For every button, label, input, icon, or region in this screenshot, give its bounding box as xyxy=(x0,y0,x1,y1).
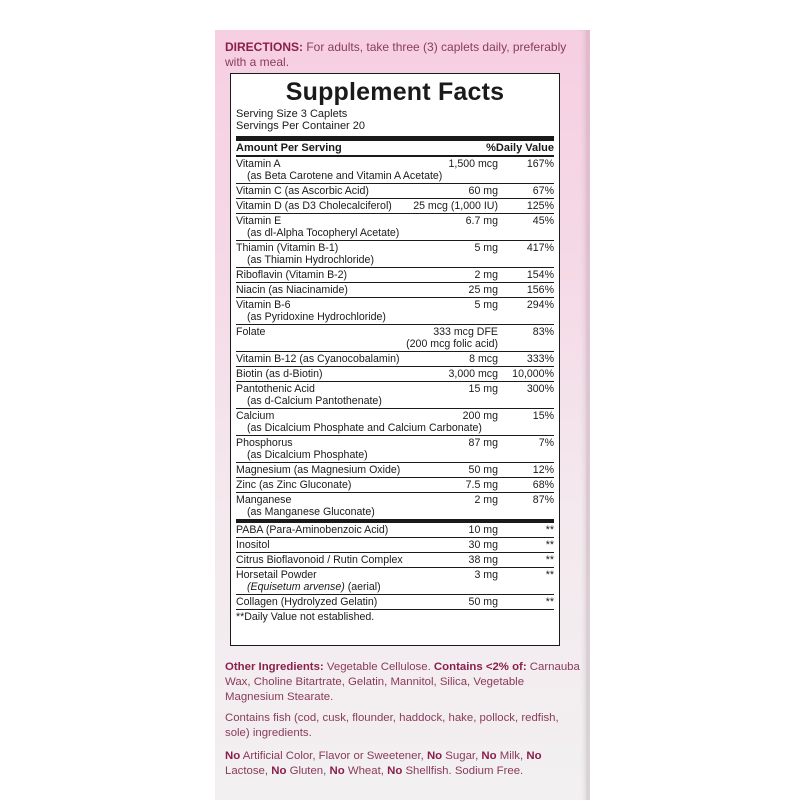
amount-per-serving-header: Amount Per Serving xyxy=(236,142,342,154)
nutrient-amount: 3 mg xyxy=(474,569,498,581)
nutrient-source: (as Manganese Gluconate) xyxy=(247,506,375,518)
nutrient-amount: 50 mg xyxy=(468,464,498,476)
nutrient-amount: 25 mcg (1,000 IU) xyxy=(413,200,498,212)
nutrient-name: Biotin (as d-Biotin) xyxy=(236,368,323,380)
nutrient-amount: 200 mg xyxy=(462,410,498,422)
nutrient-amount: 5 mg xyxy=(474,299,498,311)
nutrient-amount: 60 mg xyxy=(468,185,498,197)
footnote: **Daily Value not established. xyxy=(236,611,375,623)
nutrient-name: Vitamin E xyxy=(236,215,282,227)
nutrient-name: Inositol xyxy=(236,539,270,551)
nutrient-row xyxy=(236,325,554,352)
nutrient-name: Vitamin B-6 xyxy=(236,299,291,311)
nutrient-name: Zinc (as Zinc Gluconate) xyxy=(236,479,352,491)
free-from-item: Artificial Color, Flavor or Sweetener, xyxy=(240,750,427,762)
nutrient-row xyxy=(236,157,554,184)
free-from-item: Shellfish. Sodium Free. xyxy=(402,765,524,777)
serving-size: Serving Size 3 Caplets xyxy=(236,108,348,120)
nutrient-row xyxy=(236,463,554,478)
package-edge xyxy=(586,30,590,800)
nutrient-daily-value: 87% xyxy=(532,494,554,506)
nutrient-row xyxy=(236,268,554,283)
nutrient-daily-value: ** xyxy=(545,524,554,536)
other-ingredients-block xyxy=(225,660,585,785)
nutrient-name: Vitamin B-12 (as Cyanocobalamin) xyxy=(236,353,400,365)
directions-text xyxy=(225,40,580,70)
nutrient-name: Niacin (as Niacinamide) xyxy=(236,284,348,296)
nutrient-daily-value: 68% xyxy=(532,479,554,491)
free-from-item: Wheat, xyxy=(344,765,388,777)
nutrient-amount: 7.5 mg xyxy=(465,479,498,491)
nutrient-row xyxy=(236,199,554,214)
nutrient-daily-value: 7% xyxy=(538,437,554,449)
nutrient-row xyxy=(236,214,554,241)
nutrient-amount: 15 mg xyxy=(468,383,498,395)
nutrient-name: Vitamin A xyxy=(236,158,281,170)
nutrient-name: Phosphorus xyxy=(236,437,293,449)
nutrient-row xyxy=(236,184,554,199)
nutrient-name: Calcium xyxy=(236,410,275,422)
botanical-name: (Equisetum arvense) xyxy=(247,581,345,593)
no-label: No xyxy=(387,765,403,777)
nutrient-source: (as d-Calcium Pantothenate) xyxy=(247,395,382,407)
nutrient-name: Vitamin D (as D3 Cholecalciferol) xyxy=(236,200,392,212)
nutrient-name: PABA (Para-Aminobenzoic Acid) xyxy=(236,524,389,536)
nutrient-daily-value: 154% xyxy=(526,269,554,281)
free-from-item: Gluten, xyxy=(286,765,330,777)
nutrient-daily-value: 10,000% xyxy=(512,368,554,380)
other-ingredients-label: Other Ingredients: xyxy=(225,661,324,673)
nutrient-amount: 2 mg xyxy=(474,269,498,281)
other-ingredients-text: Vegetable Cellulose. xyxy=(323,661,434,673)
nutrient-row xyxy=(236,493,554,523)
nutrient-row xyxy=(236,298,554,325)
nutrient-daily-value: ** xyxy=(545,554,554,566)
fish-allergen-note: Contains fish (cod, cusk, flounder, haddock, hake, pollock, redfish, sole) ingredients. xyxy=(225,712,559,739)
servings-per-container: Servings Per Container 20 xyxy=(236,120,366,132)
no-label: No xyxy=(526,750,542,762)
nutrient-source: (as Dicalcium Phosphate) xyxy=(247,449,368,461)
nutrient-amount: 50 mg xyxy=(468,596,498,608)
nutrient-row xyxy=(236,352,554,367)
nutrient-name: Vitamin C (as Ascorbic Acid) xyxy=(236,185,369,197)
nutrient-daily-value: 300% xyxy=(526,383,554,395)
contains-text: Carnauba Wax, Choline Bitartrate, Gelatin, Mannitol, Silica, Vegetable Magnesium Stearate. xyxy=(225,661,580,703)
nutrient-source: (as Pyridoxine Hydrochloride) xyxy=(247,311,386,323)
no-label: No xyxy=(329,765,345,777)
no-label: No xyxy=(225,750,241,762)
nutrient-name: Pantothenic Acid xyxy=(236,383,315,395)
nutrient-row xyxy=(236,382,554,409)
nutrient-amount: 8 mcg xyxy=(469,353,498,365)
nutrient-amount: 38 mg xyxy=(468,554,498,566)
nutrient-daily-value: 167% xyxy=(526,158,554,170)
nutrient-row xyxy=(236,568,554,595)
nutrient-source: (Equisetum arvense) (aerial) xyxy=(247,581,381,593)
nutrient-row xyxy=(236,538,554,553)
nutrient-name: Citrus Bioflavonoid / Rutin Complex xyxy=(236,554,403,566)
nutrient-daily-value: 67% xyxy=(532,185,554,197)
nutrient-row xyxy=(236,241,554,268)
nutrient-amount-detail: (200 mcg folic acid) xyxy=(406,338,498,350)
nutrient-daily-value: 12% xyxy=(532,464,554,476)
other-ingredients xyxy=(225,660,585,705)
directions-body: For adults, take three (3) caplets daily, preferably with a meal. xyxy=(225,40,567,69)
nutrient-amount: 6.7 mg xyxy=(465,215,498,227)
nutrient-amount: 2 mg xyxy=(474,494,498,506)
supplement-facts-panel xyxy=(230,73,560,646)
nutrient-daily-value: ** xyxy=(545,596,554,608)
nutrient-daily-value: 15% xyxy=(532,410,554,422)
free-from-item: Sugar, xyxy=(442,750,482,762)
nutrient-row xyxy=(236,523,554,538)
nutrient-daily-value: 125% xyxy=(526,200,554,212)
facts-header-row xyxy=(236,141,554,157)
nutrient-daily-value: 333% xyxy=(526,353,554,365)
nutrient-amount: 5 mg xyxy=(474,242,498,254)
no-label: No xyxy=(271,765,287,777)
free-from-item: Milk, xyxy=(496,750,527,762)
nutrient-amount: 87 mg xyxy=(468,437,498,449)
nutrient-row xyxy=(236,478,554,493)
nutrient-name: Folate xyxy=(236,326,266,338)
nutrient-daily-value: 83% xyxy=(532,326,554,338)
nutrient-daily-value: ** xyxy=(545,539,554,551)
nutrient-rows xyxy=(236,157,554,523)
nutrient-amount: 1,500 mcg xyxy=(448,158,498,170)
nutrient-source: (as Thiamin Hydrochloride) xyxy=(247,254,374,266)
nutrient-name: Horsetail Powder xyxy=(236,569,317,581)
nutrient-row xyxy=(236,595,554,610)
nutrient-amount: 25 mg xyxy=(468,284,498,296)
directions-label: DIRECTIONS: xyxy=(225,40,303,54)
nutrient-source: (as Beta Carotene and Vitamin A Acetate) xyxy=(247,170,443,182)
nutrient-daily-value: ** xyxy=(545,569,554,581)
nutrient-name: Manganese xyxy=(236,494,292,506)
other-nutrient-rows xyxy=(236,523,554,610)
nutrient-source: (as Dicalcium Phosphate and Calcium Carbonate) xyxy=(247,422,482,434)
no-label: No xyxy=(426,750,443,762)
nutrient-row xyxy=(236,283,554,298)
daily-value-header: %Daily Value xyxy=(486,142,554,154)
nutrient-daily-value: 294% xyxy=(526,299,554,311)
nutrient-row xyxy=(236,367,554,382)
nutrient-row xyxy=(236,409,554,436)
nutrient-source: (as dl-Alpha Tocopheryl Acetate) xyxy=(247,227,400,239)
no-label: No xyxy=(481,750,497,762)
nutrient-amount: 333 mcg DFE xyxy=(433,326,498,338)
free-from-item: Lactose, xyxy=(225,765,272,777)
nutrient-amount: 30 mg xyxy=(468,539,498,551)
nutrient-daily-value: 45% xyxy=(532,215,554,227)
nutrient-daily-value: 156% xyxy=(526,284,554,296)
nutrient-amount: 10 mg xyxy=(468,524,498,536)
nutrient-name: Thiamin (Vitamin B-1) xyxy=(236,242,339,254)
nutrient-row xyxy=(236,553,554,568)
contains-label: Contains <2% of: xyxy=(433,661,527,673)
nutrient-name: Riboflavin (Vitamin B-2) xyxy=(236,269,348,281)
nutrient-amount: 3,000 mcg xyxy=(448,368,498,380)
nutrient-row xyxy=(236,436,554,463)
row-spacer xyxy=(236,338,554,350)
nutrient-daily-value: 417% xyxy=(526,242,554,254)
nutrient-name: Magnesium (as Magnesium Oxide) xyxy=(236,464,401,476)
nutrient-name: Collagen (Hydrolyzed Gelatin) xyxy=(236,596,378,608)
facts-title: Supplement Facts xyxy=(285,78,505,106)
free-from-statement xyxy=(225,749,585,779)
